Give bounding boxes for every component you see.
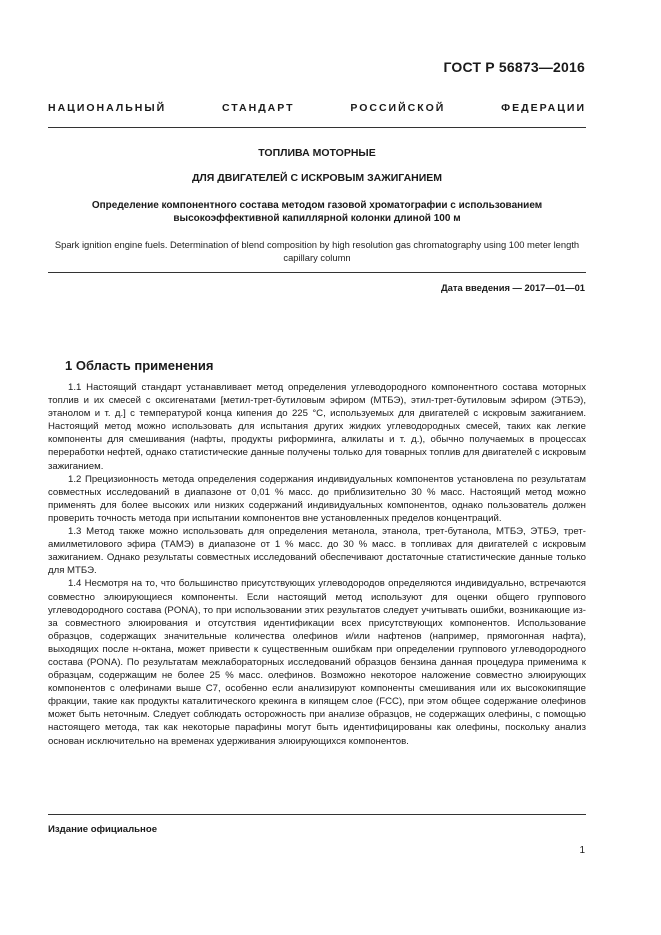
section-heading: 1 Область применения: [65, 358, 214, 373]
title-rule: [48, 272, 586, 273]
english-title: Spark ignition engine fuels. Determination of blend composition by high resolution gas chromatography using 100 meter length capillary column: [54, 239, 580, 263]
gost-number: ГОСТ Р 56873—2016: [443, 59, 585, 75]
title-line-3: Определение компонентного состава методом газовой хроматографии с использованием высокоэффективной капиллярной колонки длиной 100 м: [91, 200, 543, 224]
header-rule: [48, 127, 586, 128]
official-edition-label: Издание официальное: [48, 824, 158, 835]
paragraph-1-1: 1.1 Настоящий стандарт устанавливает метод определения углеводородного компонентного состава моторных топлив и их смесей с оксигенатами [метил-трет-бутиловым эфиром (МТБЭ), этил-трет-бутиловым эфиром (ЭТБЭ), этанолом и т. д.] с температурой конца кипения до 225 °С, используемых для двигателей с искровым зажиганием. Настоящий метод можно использовать для испытания других жидких углеводородных смесей, таких как легкие компоненты для смешивания (нафты, продукты риформинга, алкилаты и т. д.), обычно получаемых в процессах переработки нефтей, однако статистические данные получены только для товарных топлив для двигателей с искровым зажиганием.: [48, 382, 586, 472]
paragraph-1-3: 1.3 Метод также можно использовать для определения метанола, этанола, трет-бутанола, МТБЭ, ЭТБЭ, трет-амилметилового эфира (ТАМЭ) в диапазоне от 1 % масс. до 30 % масс. в топливах для двигателей с искровым зажиганием. Однако результаты совместных исследований обеспечивают достаточные статистические данные только для МТБЭ.: [48, 526, 586, 577]
introduction-date: Дата введения — 2017—01—01: [440, 282, 585, 293]
footer-rule: [48, 814, 586, 815]
paragraph-1-2: 1.2 Прецизионность метода определения содержания индивидуальных компонентов установлена по результатам совместных исследований в диапазоне от 0,01 % масс. до приблизительно 30 % масс. Настоящий метод можно применять для более высоких или низких содержаний индивидуальных компонентов, однако пользователь должен проверить точность метода при испытании компонентов вне установленных пределов концентраций.: [48, 473, 586, 524]
title-line-1: ТОПЛИВА МОТОРНЫЕ: [258, 147, 376, 159]
section-body: [48, 381, 586, 748]
title-line-2: ДЛЯ ДВИГАТЕЛЕЙ С ИСКРОВЫМ ЗАЖИГАНИЕМ: [191, 172, 443, 184]
national-standard-banner: НАЦИОНАЛЬНЫЙ СТАНДАРТ РОССИЙСКОЙ ФЕДЕРАЦИИ: [48, 102, 586, 114]
paragraph-1-4: 1.4 Несмотря на то, что большинство присутствующих углеводородов определяются индивидуально, встречаются совместно элюирующиеся компоненты. Если настоящий метод используют для оценки общего группового углеводородного состава (PONA), то при использовании этих результатов следует учитывать ошибки, возникающие из-за совместного элюирования и отсутствия идентификации всех присутствующих компонентов. Использование образцов, содержащих значительные количества олефинов и/или нафтенов (например, прямогонная нафта), выходящих после н-октана, может привести к существенным ошибкам при определении группового углеводородного состава (PONA). По результатам межлабораторных исследований образцов бензина данная процедура применима к образцам, содержащим не более 25 % масс. олефинов. Возможно некоторое наложение совместно элюирующих компонентов с олефинами выше С7, особенно если анализируют компоненты смешивания или их высококипящие фракции, такие как продукты каталитического крекинга в кипящем слое (FCC), при этом общее содержание олефинов может быть неточным. Следует соблюдать осторожность при анализе образцов, не содержащих олефины, с помощью настоящего метода, так как некоторые парафины могут быть идентифицированы как олефины, поскольку анализ основан исключительно на временах удерживания элюирующихся компонентов.: [48, 578, 586, 747]
page-number: 1: [579, 845, 585, 856]
